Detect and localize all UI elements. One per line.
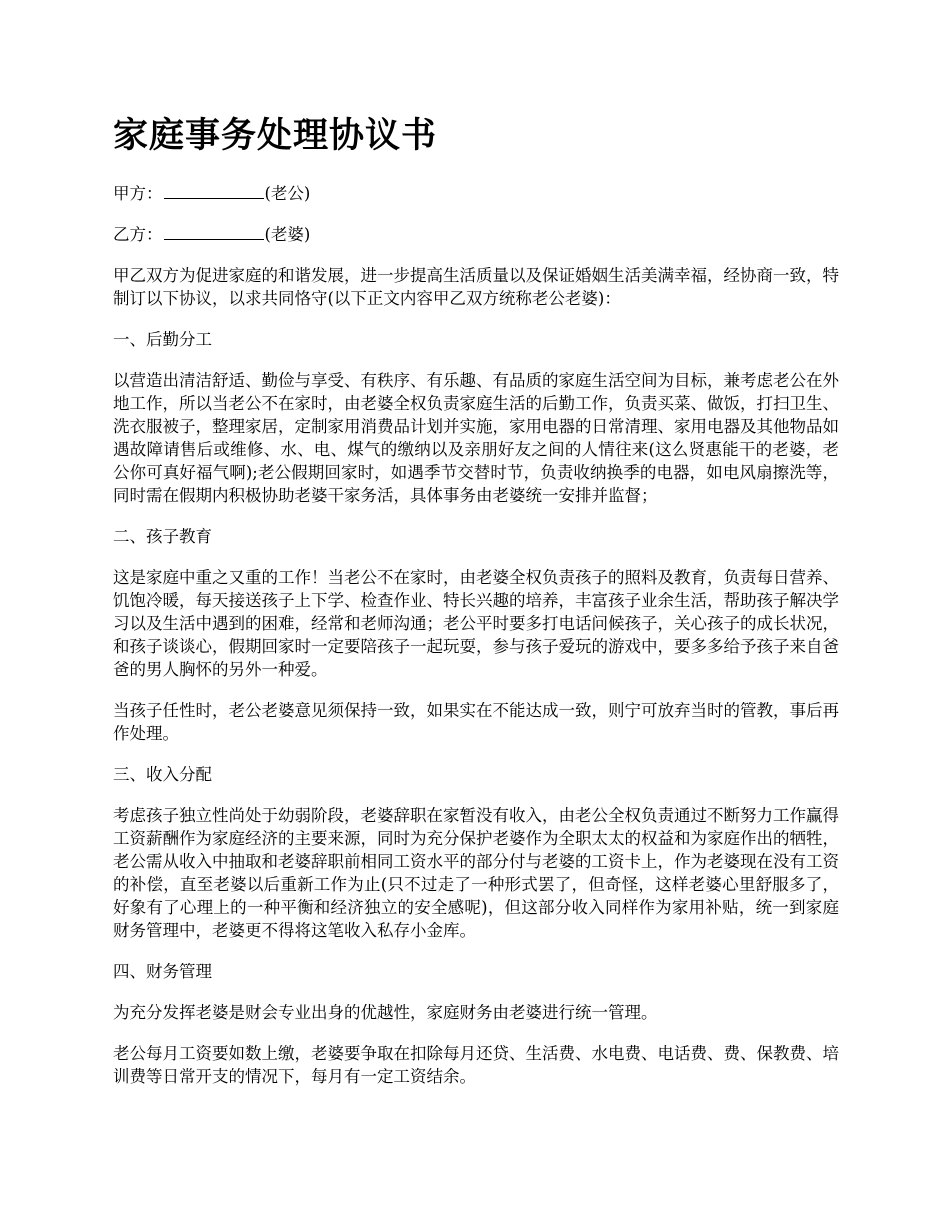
section-paragraph: 这是家庭中重之又重的工作！当老公不在家时，由老婆全权负责孩子的照料及教育，负责每日营养、饥饱冷暖，每天接送孩子上下学、检查作业、特长兴趣的培养，丰富孩子业余生活，帮助孩子解决学习以及生活中遇到的困难，经常和老师沟通；老公平时要多打电话问候孩子，关心孩子的成长状况，和孩子谈谈心，假期回家时一定要陪孩子一起玩耍，参与孩子爱玩的游戏中，要多多给予孩子来自爸爸的男人胸怀的另外一种爱。 bbox=[113, 568, 839, 679]
document-title: 家庭事务处理协议书 bbox=[113, 116, 438, 156]
section-heading-financial-management: 四、财务管理 bbox=[113, 962, 212, 981]
party-b-role: (老婆) bbox=[264, 225, 311, 244]
section-paragraph: 为充分发挥老婆是财会专业出身的优越性，家庭财务由老婆进行统一管理。 bbox=[113, 1003, 658, 1022]
section-heading-logistics: 一、后勤分工 bbox=[113, 330, 212, 349]
section-paragraph: 以营造出清洁舒适、勤俭与享受、有秩序、有乐趣、有品质的家庭生活空间为目标，兼考虑老公在外地工作，所以当老公不在家时，由老婆全权负责家庭生活的后勤工作，负责买菜、做饭，打扫卫生、洗衣服被子，整理家居，定制家用消费品计划并实施，家用电器的日常清理、家用电器及其他物品如遇故障请售后或维修、水、电、煤气的缴纳以及亲朋好友之间的人情往来(这么贤惠能干的老婆，老公你可真好福气啊);老公假期回家时，如遇季节交替时节，负责收纳换季的电器，如电风扇擦洗等，同时需在假期内积极协助老婆干家务活，具体事务由老婆统一安排并监督； bbox=[113, 371, 839, 505]
section-paragraph: 当孩子任性时，老公老婆意见须保持一致，如果实在不能达成一致，则宁可放弃当时的管教，事后再作处理。 bbox=[113, 701, 839, 743]
party-b-blank bbox=[164, 224, 264, 240]
document-page bbox=[113, 108, 839, 1106]
party-b-line bbox=[113, 223, 839, 246]
party-a-blank bbox=[164, 183, 264, 199]
party-a-label: 甲方： bbox=[113, 184, 163, 203]
party-a-line bbox=[113, 182, 839, 205]
section-paragraph: 考虑孩子独立性尚处于幼弱阶段，老婆辞职在家暂没有收入，由老公全权负责通过不断努力工作赢得工资薪酬作为家庭经济的主要来源，同时为充分保护老婆作为全职太太的权益和为家庭作出的牺牲，老公需从收入中抽取和老婆辞职前相同工资水平的部分付与老婆的工资卡上，作为老婆现在没有工资的补偿，直至老婆以后重新工作为止(只不过走了一种形式罢了，但奇怪，这样老婆心里舒服多了，好象有了心理上的一种平衡和经济独立的安全感呢)，但这部分收入同样作为家用补贴，统一到家庭财务管理中，老婆更不得将这笔收入私存小金库。 bbox=[113, 806, 839, 940]
section-paragraph: 老公每月工资要如数上缴，老婆要争取在扣除每月还贷、生活费、水电费、电话费、费、保教费、培训费等日常开支的情况下，每月有一定工资结余。 bbox=[113, 1044, 839, 1086]
section-heading-income-distribution: 三、收入分配 bbox=[113, 765, 212, 784]
section-heading-child-education: 二、孩子教育 bbox=[113, 527, 212, 546]
party-b-label: 乙方： bbox=[113, 225, 163, 244]
intro-paragraph: 甲乙双方为促进家庭的和谐发展，进一步提高生活质量以及保证婚姻生活美满幸福，经协商一致，特制订以下协议，以求共同恪守(以下正文内容甲乙双方统称老公老婆)： bbox=[113, 266, 839, 308]
party-a-role: (老公) bbox=[264, 184, 311, 203]
